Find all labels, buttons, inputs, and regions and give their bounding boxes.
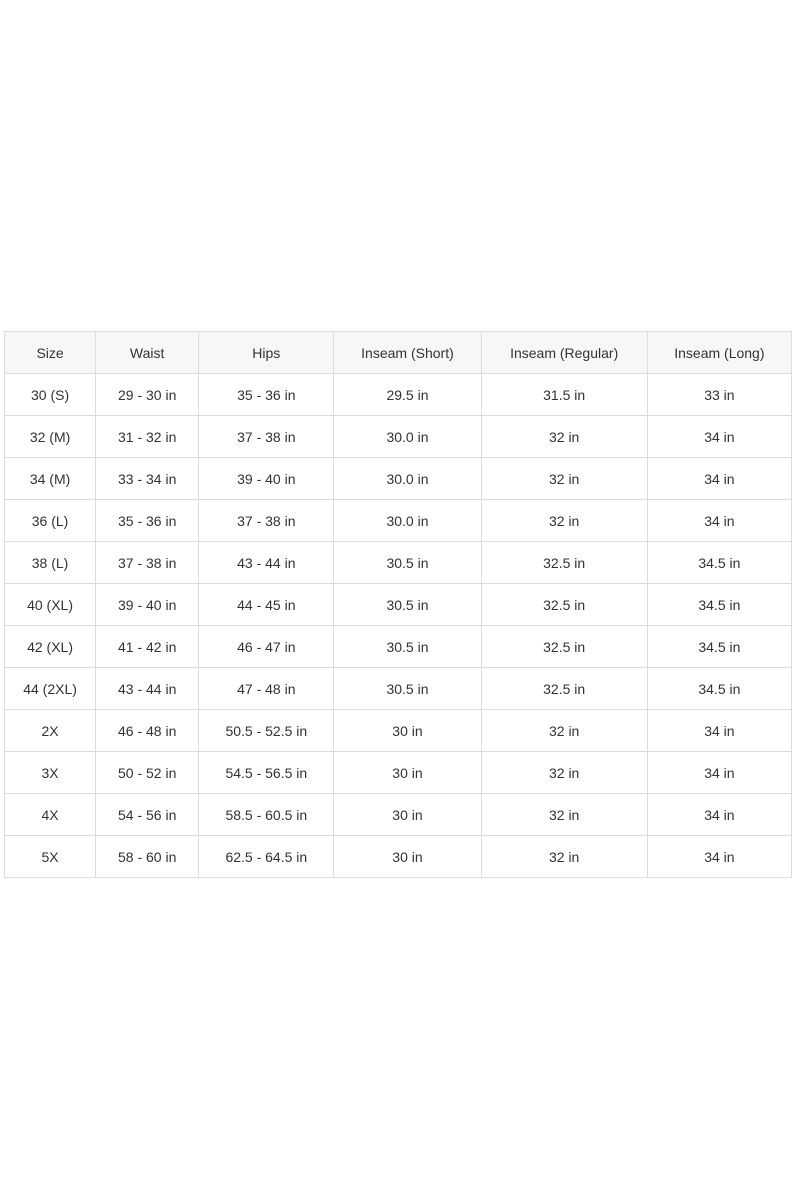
cell-hips: 37 - 38 in bbox=[199, 500, 334, 542]
cell-size: 3X bbox=[5, 752, 96, 794]
cell-inseam-short: 29.5 in bbox=[334, 374, 481, 416]
table-row bbox=[5, 458, 792, 500]
cell-size: 40 (XL) bbox=[5, 584, 96, 626]
cell-inseam-long: 34 in bbox=[647, 836, 791, 878]
cell-size: 42 (XL) bbox=[5, 626, 96, 668]
cell-inseam-short: 30.5 in bbox=[334, 542, 481, 584]
cell-inseam-regular: 32 in bbox=[481, 836, 647, 878]
cell-inseam-long: 34.5 in bbox=[647, 668, 791, 710]
cell-hips: 37 - 38 in bbox=[199, 416, 334, 458]
cell-inseam-long: 34 in bbox=[647, 500, 791, 542]
table-row bbox=[5, 416, 792, 458]
cell-inseam-short: 30 in bbox=[334, 752, 481, 794]
header-row bbox=[5, 332, 792, 374]
cell-hips: 54.5 - 56.5 in bbox=[199, 752, 334, 794]
cell-inseam-long: 34 in bbox=[647, 710, 791, 752]
cell-hips: 44 - 45 in bbox=[199, 584, 334, 626]
cell-inseam-regular: 32.5 in bbox=[481, 668, 647, 710]
cell-inseam-regular: 32.5 in bbox=[481, 584, 647, 626]
header-inseam-long: Inseam (Long) bbox=[647, 332, 791, 374]
cell-inseam-regular: 31.5 in bbox=[481, 374, 647, 416]
cell-inseam-short: 30 in bbox=[334, 794, 481, 836]
cell-inseam-short: 30.0 in bbox=[334, 458, 481, 500]
cell-waist: 50 - 52 in bbox=[96, 752, 199, 794]
table-row bbox=[5, 836, 792, 878]
cell-inseam-long: 34.5 in bbox=[647, 584, 791, 626]
table-row bbox=[5, 500, 792, 542]
cell-waist: 54 - 56 in bbox=[96, 794, 199, 836]
cell-waist: 58 - 60 in bbox=[96, 836, 199, 878]
cell-hips: 46 - 47 in bbox=[199, 626, 334, 668]
cell-waist: 43 - 44 in bbox=[96, 668, 199, 710]
size-chart-header bbox=[5, 332, 792, 374]
cell-inseam-long: 34 in bbox=[647, 794, 791, 836]
cell-inseam-short: 30.0 in bbox=[334, 500, 481, 542]
table-row bbox=[5, 374, 792, 416]
cell-inseam-regular: 32.5 in bbox=[481, 626, 647, 668]
table-row bbox=[5, 542, 792, 584]
cell-waist: 41 - 42 in bbox=[96, 626, 199, 668]
cell-size: 5X bbox=[5, 836, 96, 878]
cell-size: 44 (2XL) bbox=[5, 668, 96, 710]
cell-inseam-regular: 32 in bbox=[481, 794, 647, 836]
cell-inseam-regular: 32 in bbox=[481, 416, 647, 458]
cell-inseam-regular: 32 in bbox=[481, 710, 647, 752]
cell-waist: 31 - 32 in bbox=[96, 416, 199, 458]
cell-waist: 35 - 36 in bbox=[96, 500, 199, 542]
cell-inseam-short: 30.5 in bbox=[334, 668, 481, 710]
size-chart-table bbox=[4, 331, 792, 878]
header-inseam-short: Inseam (Short) bbox=[334, 332, 481, 374]
cell-inseam-regular: 32.5 in bbox=[481, 542, 647, 584]
cell-inseam-short: 30.5 in bbox=[334, 584, 481, 626]
cell-size: 38 (L) bbox=[5, 542, 96, 584]
header-waist: Waist bbox=[96, 332, 199, 374]
cell-inseam-long: 34.5 in bbox=[647, 542, 791, 584]
cell-waist: 39 - 40 in bbox=[96, 584, 199, 626]
cell-inseam-long: 34 in bbox=[647, 416, 791, 458]
table-row bbox=[5, 752, 792, 794]
cell-inseam-long: 33 in bbox=[647, 374, 791, 416]
cell-waist: 33 - 34 in bbox=[96, 458, 199, 500]
cell-size: 34 (M) bbox=[5, 458, 96, 500]
cell-size: 30 (S) bbox=[5, 374, 96, 416]
cell-inseam-long: 34.5 in bbox=[647, 626, 791, 668]
cell-inseam-short: 30.0 in bbox=[334, 416, 481, 458]
table-row bbox=[5, 710, 792, 752]
header-inseam-regular: Inseam (Regular) bbox=[481, 332, 647, 374]
cell-hips: 43 - 44 in bbox=[199, 542, 334, 584]
cell-inseam-regular: 32 in bbox=[481, 458, 647, 500]
cell-hips: 50.5 - 52.5 in bbox=[199, 710, 334, 752]
cell-size: 32 (M) bbox=[5, 416, 96, 458]
table-row bbox=[5, 794, 792, 836]
cell-inseam-regular: 32 in bbox=[481, 752, 647, 794]
cell-inseam-regular: 32 in bbox=[481, 500, 647, 542]
cell-inseam-long: 34 in bbox=[647, 752, 791, 794]
cell-waist: 46 - 48 in bbox=[96, 710, 199, 752]
header-hips: Hips bbox=[199, 332, 334, 374]
cell-inseam-short: 30 in bbox=[334, 836, 481, 878]
table-row bbox=[5, 584, 792, 626]
cell-hips: 35 - 36 in bbox=[199, 374, 334, 416]
cell-size: 36 (L) bbox=[5, 500, 96, 542]
cell-inseam-long: 34 in bbox=[647, 458, 791, 500]
header-size: Size bbox=[5, 332, 96, 374]
cell-size: 4X bbox=[5, 794, 96, 836]
cell-inseam-short: 30 in bbox=[334, 710, 481, 752]
cell-inseam-short: 30.5 in bbox=[334, 626, 481, 668]
cell-hips: 47 - 48 in bbox=[199, 668, 334, 710]
cell-hips: 62.5 - 64.5 in bbox=[199, 836, 334, 878]
table-row bbox=[5, 626, 792, 668]
cell-size: 2X bbox=[5, 710, 96, 752]
cell-hips: 58.5 - 60.5 in bbox=[199, 794, 334, 836]
cell-waist: 29 - 30 in bbox=[96, 374, 199, 416]
table-row bbox=[5, 668, 792, 710]
cell-hips: 39 - 40 in bbox=[199, 458, 334, 500]
size-chart-body bbox=[5, 374, 792, 878]
cell-waist: 37 - 38 in bbox=[96, 542, 199, 584]
